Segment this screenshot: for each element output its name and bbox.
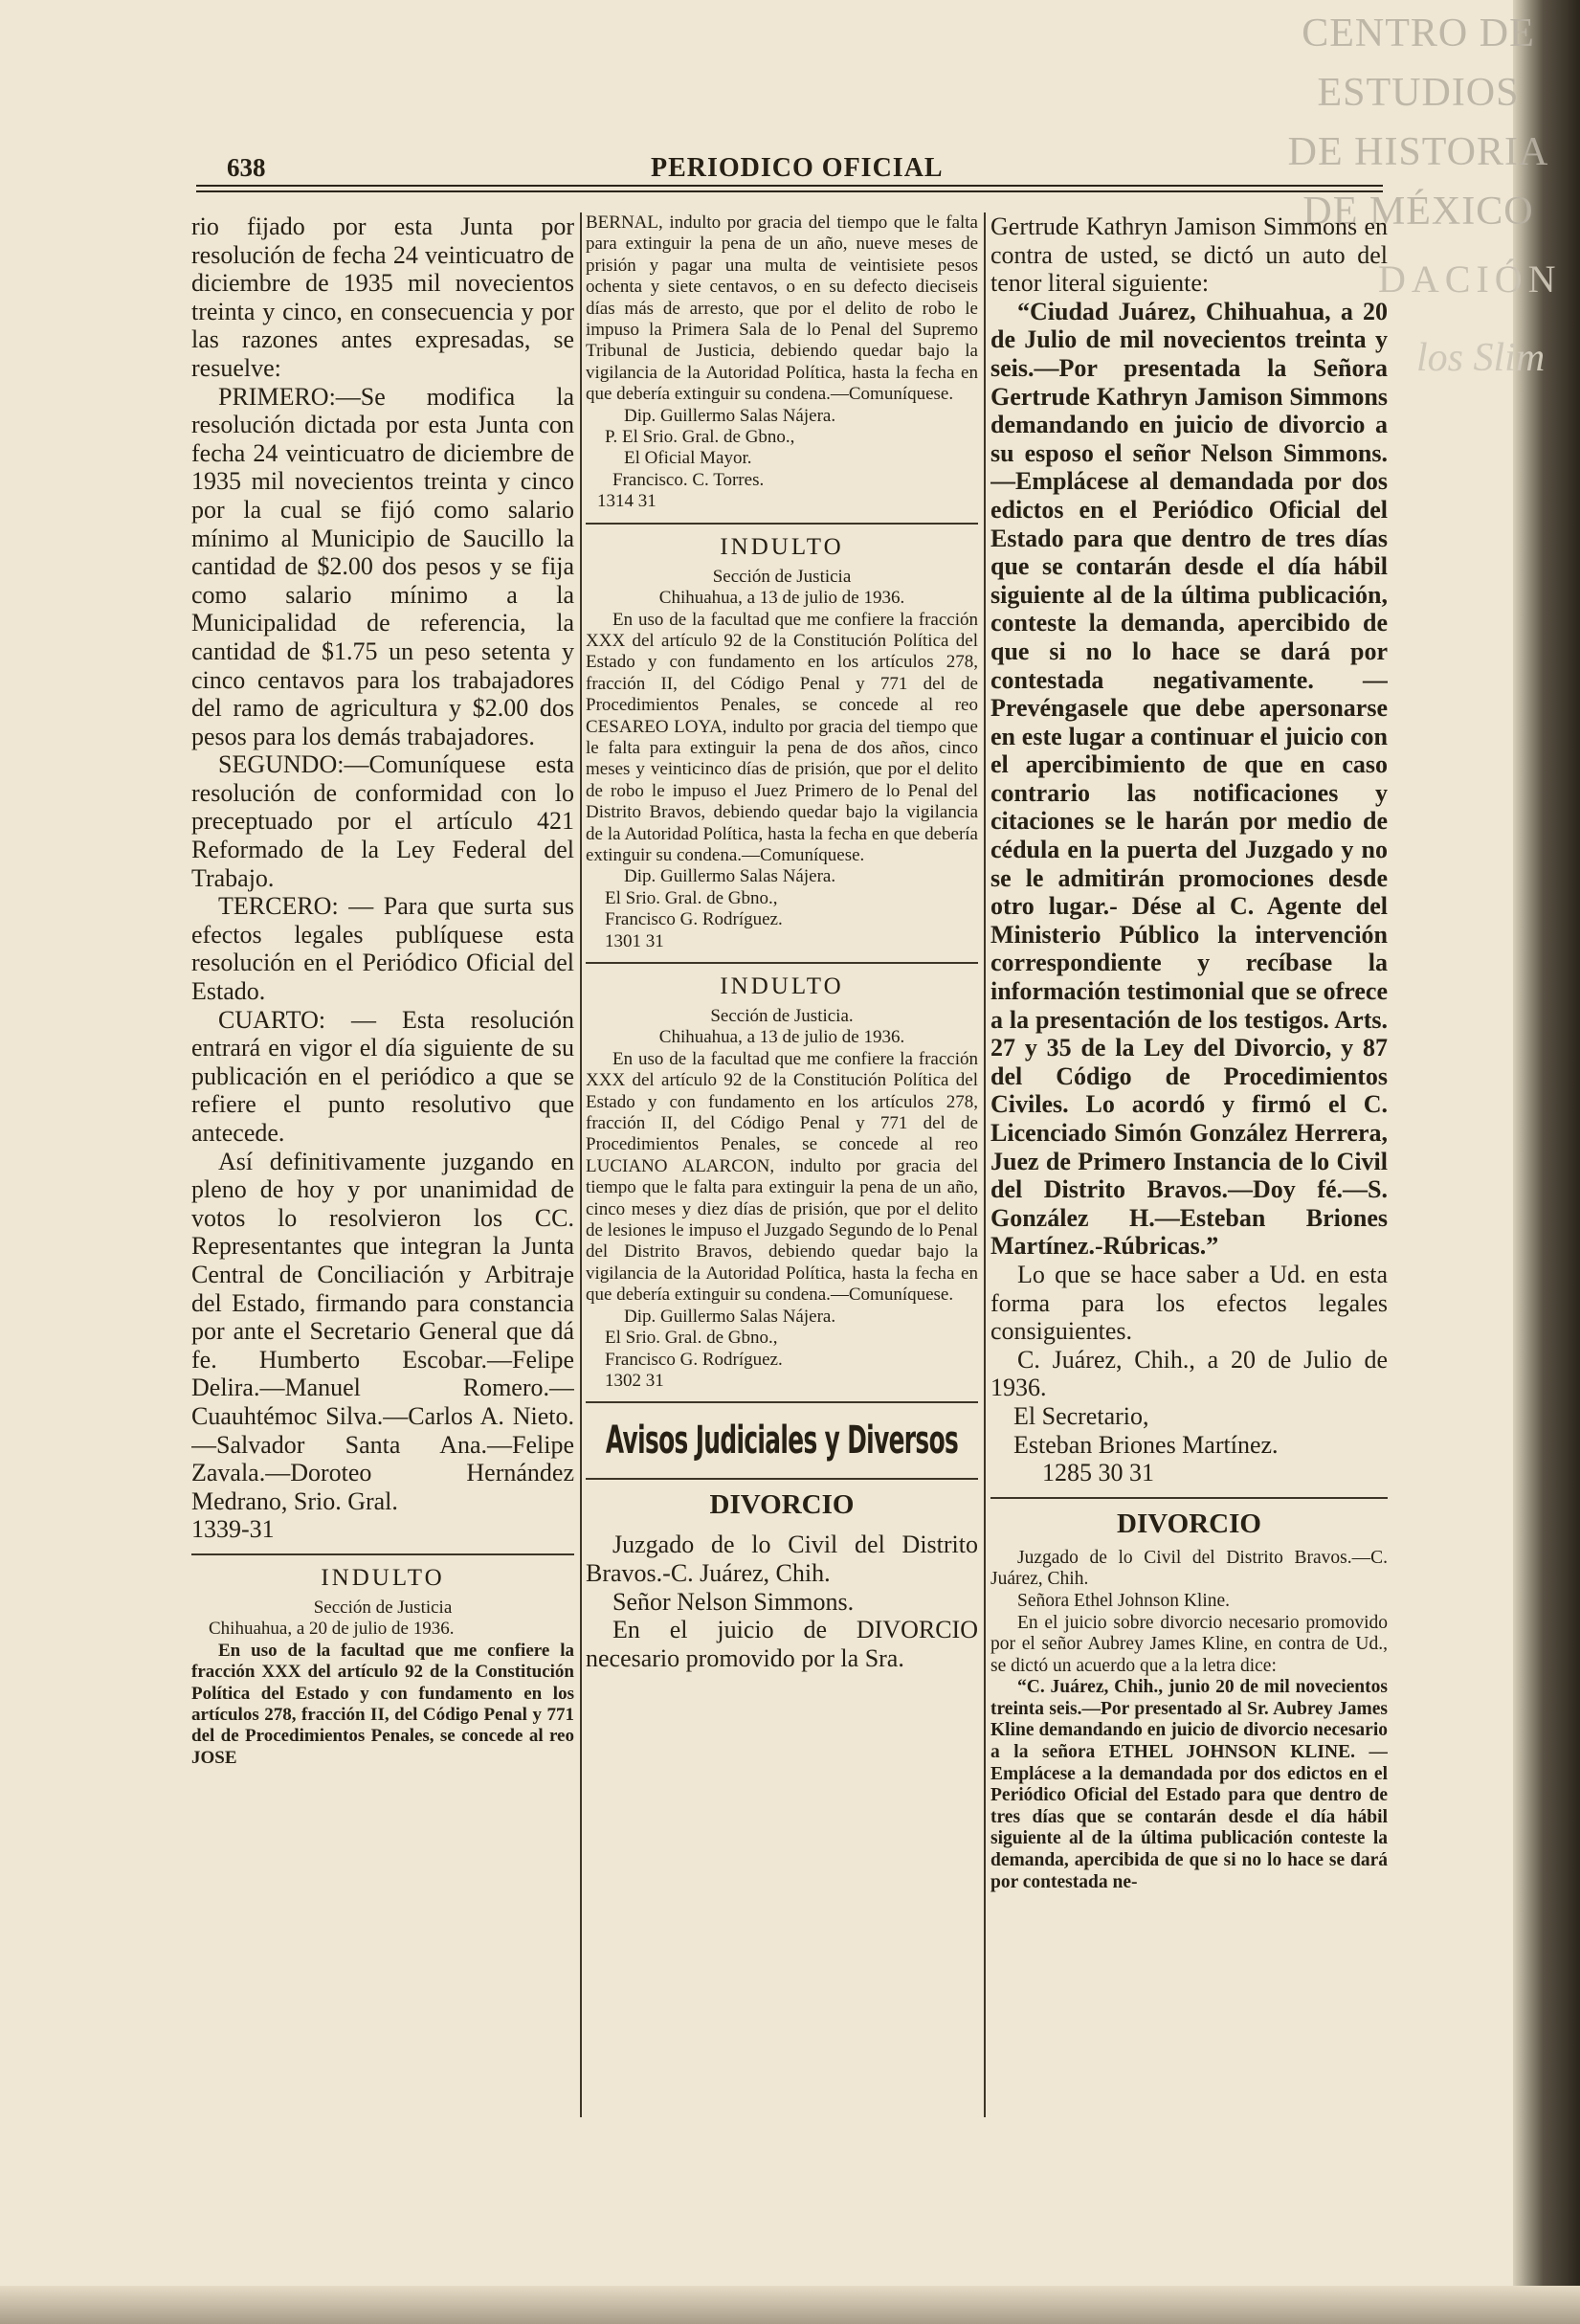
header-rule: [196, 185, 1383, 192]
section-rule: [586, 523, 978, 525]
page-header: [196, 153, 1383, 188]
court-order-quote: “C. Juárez, Chih., junio 20 de mil novecientos treinta seis.—Por presentado al Sr. Aubrey James Kline demandando en juicio de divorcio necesario a la señora ETHEL JOHNSON KLINE. — Emplácese a la demandada por dos edictos en el Periódico Oficial del Estado para que dentro de tres días que se contarán desde el día hábil siguiente al de la última publicación conteste la demanda, apercibida de que si no lo hace se dará por contestada ne-: [990, 1677, 1388, 1892]
indulto-text: En uso de la facultad que me confiere la fracción XXX del artículo 92 de la Constitución Política del Estado y con fundamento en los artículos 278, fracción II, del Código Penal y 771 del de Procedimientos Penales, se concede al reo LUCIANO ALARCON, indulto por gracia del tiempo que le falta para extinguir la pena de un año, cinco meses y diez días de prisión, que por el delito de lesiones le impuso el Juzgado Segundo de lo Penal del Distrito Bravos, debiendo quedar bajo la vigilancia de la Autoridad Política, hasta la fecha en que debería extinguir su condena.—Comuníquese.: [586, 1048, 978, 1306]
section-heading: INDULTO: [321, 1564, 445, 1591]
watermark-signature: los Slim: [1416, 336, 1546, 380]
section-rule: [586, 962, 978, 964]
indulto-text: BERNAL, indulto por gracia del tiempo que le falta para extinguir la pena de un año, nueve meses de prisión y pagar una multa de veintisiete pesos ochenta y siete centavos, o en su defecto dieciseis días más de arresto, que por el delito de robo le impuso la Primera Sala de lo Penal del Supremo Tribunal de Justicia, debiendo quedar bajo la vigilancia de la Autoridad Política, hasta la fecha en que debería extinguir su condena.—Comuníquese.: [586, 212, 978, 405]
signature: Francisco. C. Torres.: [612, 469, 765, 490]
dateline: Chihuahua, a 13 de julio de 1936.: [658, 1027, 905, 1048]
section-heading: INDULTO: [720, 973, 844, 999]
signature: Francisco G. Rodríguez.: [605, 909, 783, 930]
addressee: Señor Nelson Simmons.: [612, 1587, 855, 1616]
court-line: Juzgado de lo Civil del Distrito Bravos.—C. Juárez, Chih.: [990, 1547, 1388, 1590]
divorce-text: En el juicio de DIVORCIO necesario promovido por la Sra.: [586, 1616, 978, 1672]
column-divider: [580, 212, 582, 2117]
column-1: [191, 212, 574, 2127]
section-heading: DIVORCIO: [1117, 1508, 1261, 1539]
dateline: Chihuahua, a 20 de julio de 1936.: [209, 1619, 455, 1640]
court-order-quote: “Ciudad Juárez, Chihuahua, a 20 de Julio de mil novecientos treinta y seis.—Por presentada la Señora Gertrude Kathryn Jamison Simmons demandando en juicio de divorcio a su esposo el señor Nelson Simmons.—Emplácese al demandada por dos edictos en el Periódico Oficial del Estado para que dentro de tres días que se contarán desde el día hábil siguiente al de la última publicación, conteste la demanda, apercibido de que si no lo hace se dará por contestada negativamente. — Prevéngasele que debe apersonarse en este lugar a continuar el juicio con el apercibimiento de que en caso contrario las notificaciones y citaciones se le harán por medio de cédula en la puerta del Juzgado y no se le admitirán promociones desde otro lugar.- Dése al C. Agente del Ministerio Público la intervención correspondiente y recíbase la información testimonial que se ofrece a la presentación de los testigos. Arts. 27 y 35 de la Ley del Divorcio, y 87 del Código de Procedimientos Civiles. Lo acordó y firmó el C. Licenciado Simón González Herrera, Juez de Primero Instancia de lo Civil del Distrito Bravos.—Doy fé.—S. González H.—Esteban Briones Martínez.-Rúbricas.”: [990, 297, 1388, 1261]
watermark-line: CENTRO DE: [1302, 11, 1535, 56]
dateline: Chihuahua, a 13 de julio de 1936.: [658, 588, 905, 609]
reference-number: 1285 30 31: [1042, 1459, 1154, 1487]
place-date: C. Juárez, Chih., a 20 de Julio de 1936.: [990, 1345, 1388, 1402]
watermark-line: DE HISTORIA: [1287, 130, 1549, 174]
indulto-text: En uso de la facultad que me confiere la fracción XXX del artículo 92 de la Constitución Política del Estado y con fundamento en los artículos 278, fracción II, del Código Penal y 771 del de Procedimientos Penales, se concede al reo JOSE: [191, 1640, 574, 1768]
section-banner: Avisos Judiciales y Diversos: [605, 1419, 959, 1464]
section-subheading: Sección de Justicia: [712, 566, 852, 587]
resolution-text: TERCERO: — Para que surta sus efectos legales publíquese esta resolución en el Periódico Oficial del Estado.: [191, 892, 574, 1006]
court-line: Juzgado de lo Civil del Distrito Bravos.-C. Juárez, Chih.: [586, 1531, 978, 1587]
reference-number: 1339-31: [191, 1515, 275, 1544]
signature: Dip. Guillermo Salas Nájera.: [624, 405, 836, 426]
periodical-title: PERIODICO OFICIAL: [651, 153, 944, 183]
resolution-text: rio fijado por esta Junta por resolución de fecha 24 veinticuatro de diciembre de 1935 mil novecientos treinta y cinco, en consecuencia y por las razones antes expresadas, se resuelve:: [191, 212, 574, 382]
addressee: Señora Ethel Johnson Kline.: [1017, 1590, 1231, 1611]
reference-number: 1314 31: [597, 491, 656, 512]
closing-text: Lo que se hace saber a Ud. en esta forma para los efectos legales consiguientes.: [990, 1260, 1388, 1346]
page-bottom-edge: [0, 2286, 1580, 2324]
reference-number: 1301 31: [605, 930, 664, 951]
signature: Francisco G. Rodríguez.: [605, 1349, 783, 1370]
divorce-text: Gertrude Kathryn Jamison Simmons en contra de usted, se dictó un auto del tenor literal siguiente:: [990, 212, 1388, 298]
divorce-text: En el juicio sobre divorcio necesario promovido por el señor Aubrey James Kline, en contra de Ud., se dictó un acuerdo que a la letra dice:: [990, 1612, 1388, 1676]
watermark-partial-text: DACIÓN: [1378, 257, 1562, 301]
section-rule: [586, 1401, 978, 1403]
resolution-text: SEGUNDO:—Comuníquese esta resolución de conformidad con lo preceptuado por el artículo 421 Reformado de la Ley Federal del Trabajo.: [191, 750, 574, 892]
section-heading: INDULTO: [720, 533, 844, 560]
resolution-text: Así definitivamente juzgando en pleno de hoy y por unanimidad de votos lo resolvieron los CC. Representantes que integran la Junta Central de Conciliación y Arbitraje del Estado, firmando para constancia por ante el Secretario General que dá fe. Humberto Escobar.—Felipe Delira.—Manuel Romero.—Cuauhtémoc Silva.—Carlos A. Nieto.—Salvador Santa Ana.—Felipe Zavala.—Doroteo Hernández Medrano, Srio. Gral.: [191, 1147, 574, 1515]
page-number: 638: [227, 153, 266, 182]
signature: El Srio. Gral. de Gbno.,: [605, 887, 778, 908]
indulto-text: En uso de la facultad que me confiere la fracción XXX del artículo 92 de la Constitución Política del Estado y con fundamento en los artículos 278, fracción II, del Código Penal y 771 del de Procedimientos Penales, se concede al reo CESAREO LOYA, indulto por gracia del tiempo que le falta para extinguir la pena de dos años, cinco meses y veinticinco días de prisión, que por el delito de robo le impuso el Juez Primero de lo Penal del Distrito Bravos, debiendo quedar bajo la vigilancia de la Autoridad Política, hasta la fecha en que debería extinguir su condena.—Comuníquese.: [586, 609, 978, 865]
reference-number: 1302 31: [605, 1370, 664, 1391]
column-divider: [984, 212, 986, 2117]
section-subheading: Sección de Justicia: [313, 1597, 453, 1618]
signature: El Oficial Mayor.: [624, 448, 752, 469]
signature: El Secretario,: [1013, 1401, 1149, 1430]
watermark-line: ESTUDIOS: [1317, 71, 1520, 115]
signature: P. El Srio. Gral. de Gbno.,: [605, 427, 795, 448]
resolution-text: CUARTO: — Esta resolución entrará en vigor el día siguiente de su publicación en el periódico a que se refiere el punto resolutivo que antecede.: [191, 1005, 574, 1147]
watermark-line: DE MÉXICO: [1302, 190, 1534, 234]
section-rule: [191, 1553, 574, 1555]
signature: Dip. Guillermo Salas Nájera.: [624, 866, 836, 887]
signature: El Srio. Gral. de Gbno.,: [605, 1328, 778, 1349]
section-rule: [586, 1478, 978, 1480]
column-3: [990, 212, 1388, 2127]
column-2: [586, 212, 978, 2127]
section-subheading: Sección de Justicia.: [710, 1006, 854, 1026]
section-rule: [990, 1497, 1388, 1499]
signature: Esteban Briones Martínez.: [1013, 1430, 1279, 1459]
signature: Dip. Guillermo Salas Nájera.: [624, 1306, 836, 1327]
resolution-text: PRIMERO:—Se modifica la resolución dictada por esta Junta con fecha 24 veinticuatro de diciembre de 1935 mil novecientos treinta y cinco por la cual se fijó como salario mínimo al Municipio de Saucillo la cantidad de $2.00 dos pesos y se fija como salario mínimo a la Municipalidad de referencia, la cantidad de $1.75 un peso setenta y cinco centavos para los trabajadores del ramo de agricultura y $2.00 dos pesos para los demás trabajadores.: [191, 382, 574, 750]
section-heading: DIVORCIO: [709, 1489, 855, 1521]
